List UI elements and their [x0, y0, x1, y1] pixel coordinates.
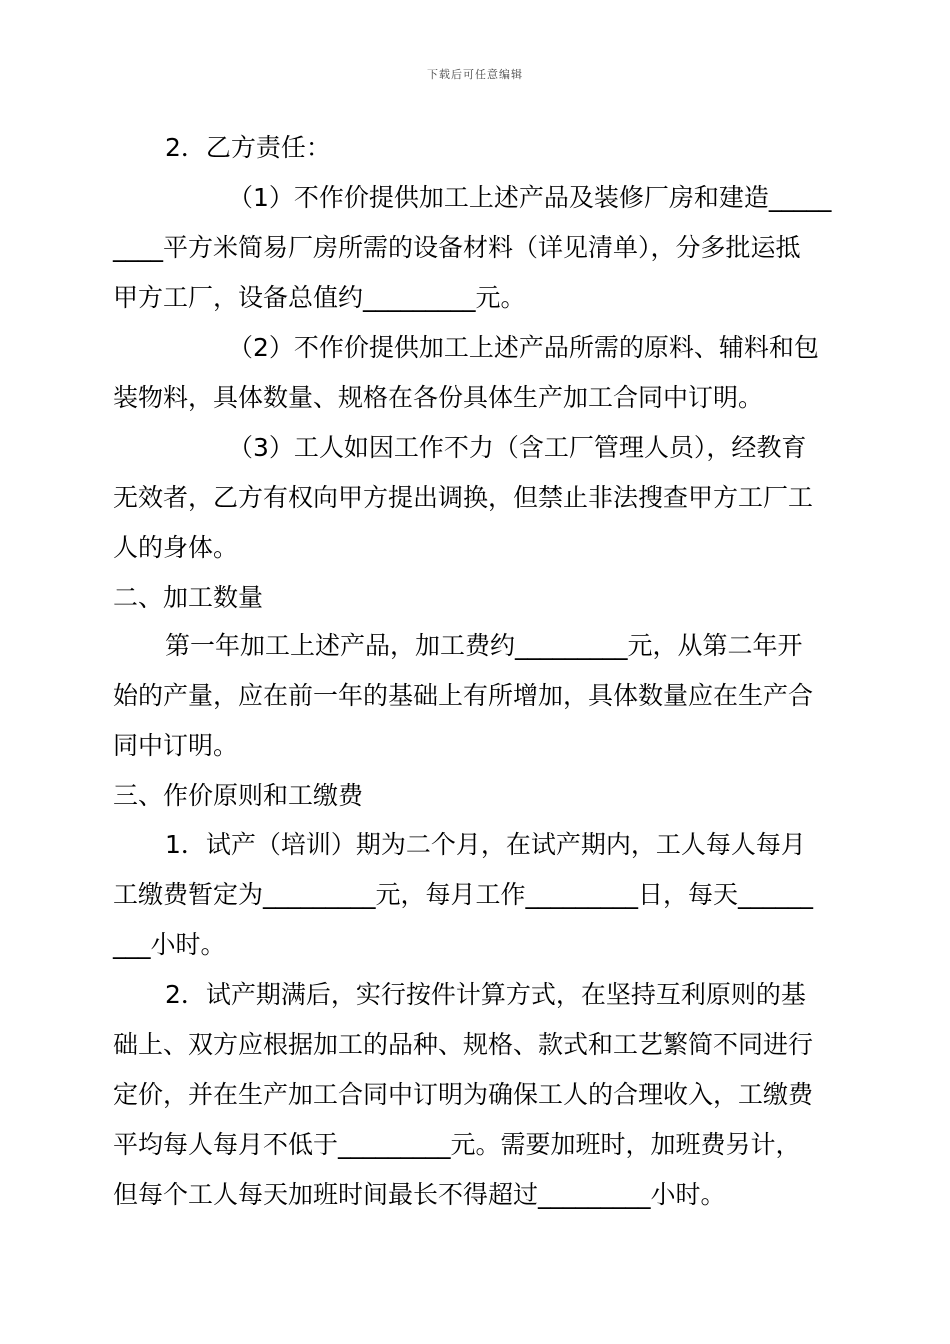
paragraph-line: 工缴费暂定为_________元，每月工作_________日，每天______: [113, 880, 814, 909]
paragraph-line: 始的产量，应在前一年的基础上有所增加，具体数量应在生产合: [113, 681, 814, 710]
paragraph-line: ____平方米简易厂房所需的设备材料（详见清单），分多批运抵: [113, 233, 801, 262]
paragraph-line: 础上、双方应根据加工的品种、规格、款式和工艺繁简不同进行: [113, 1030, 814, 1059]
paragraph-line: 1．试产（培训）期为二个月，在试产期内，工人每人每月: [165, 830, 806, 859]
clause-2-title: 2．乙方责任：: [165, 133, 331, 162]
paragraph-line: 定价，并在生产加工合同中订明为确保工人的合理收入，工缴费: [113, 1080, 814, 1109]
paragraph-line: （2）不作价提供加工上述产品所需的原料、辅料和包: [228, 333, 819, 362]
paragraph-line: 第一年加工上述产品，加工费约_________元，从第二年开: [165, 631, 803, 660]
header-note: 下载后可任意编辑: [427, 68, 523, 81]
paragraph-line: （1）不作价提供加工上述产品及装修厂房和建造_____: [228, 183, 832, 212]
paragraph-line: 无效者，乙方有权向甲方提出调换，但禁止非法搜查甲方工厂工: [113, 483, 814, 512]
paragraph-line: 甲方工厂，设备总值约_________元。: [113, 283, 526, 312]
paragraph-line: 同中订明。: [113, 731, 239, 760]
section-heading-3: 三、作价原则和工缴费: [113, 781, 364, 810]
paragraph-line: 但每个工人每天加班时间最长不得超过_________小时。: [113, 1180, 726, 1209]
paragraph-line: ___小时。: [113, 930, 226, 959]
paragraph-line: （3）工人如因工作不力（含工厂管理人员），经教育: [228, 433, 807, 462]
section-heading-2: 二、加工数量: [113, 583, 264, 612]
paragraph-line: 人的身体。: [113, 533, 239, 562]
paragraph-line: 装物料，具体数量、规格在各份具体生产加工合同中订明。: [113, 383, 764, 412]
paragraph-line: 2．试产期满后，实行按件计算方式，在坚持互利原则的基: [165, 980, 806, 1009]
paragraph-line: 平均每人每月不低于_________元。需要加班时，加班费另计，: [113, 1130, 801, 1159]
